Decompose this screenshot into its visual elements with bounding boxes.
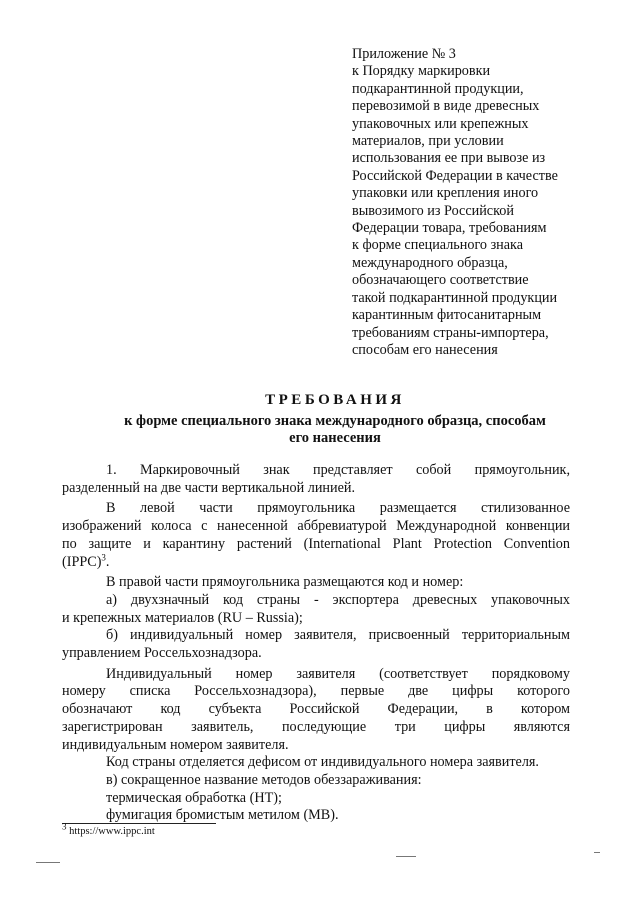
paragraph-line: по защите и карантину растений (International Plant Protection Convention xyxy=(62,535,570,552)
paragraph-line: Код страны отделяется дефисом от индивидуального номера заявителя. xyxy=(106,754,539,771)
scan-mark xyxy=(594,852,600,853)
appendix-note xyxy=(352,46,602,359)
appendix-line: требованиям страны-импортера, xyxy=(352,324,549,341)
paragraph-line: управлением Россельхознадзора. xyxy=(62,645,262,662)
paragraph-line: Индивидуальный номер заявителя (соответствует порядковому xyxy=(106,665,570,682)
paragraph-line: обозначают код субъекта Российской Федерации, в котором xyxy=(62,701,570,718)
paragraph-line: фумигация бромистым метилом (MB). xyxy=(106,807,339,824)
heading-title: ТРЕБОВАНИЯ xyxy=(265,392,405,408)
paragraph-line: индивидуальным номером заявителя. xyxy=(62,736,289,753)
paragraph-line: термическая обработка (НТ); xyxy=(106,789,282,806)
appendix-line: такой подкарантинной продукции xyxy=(352,289,558,306)
heading-subtitle xyxy=(30,413,640,447)
ippc-text: (IPPC) xyxy=(62,553,102,570)
paragraph-line: разделенный на две части вертикальной линией. xyxy=(62,479,356,496)
paragraph-line: в) сокращенное название методов обеззараживания: xyxy=(106,771,422,788)
footnote-link[interactable]: https://www.ippc.int xyxy=(66,826,155,837)
footnote-ref: 3 xyxy=(101,551,106,562)
paragraph-line: б) индивидуальный номер заявителя, присвоенный территориальным xyxy=(106,627,570,644)
appendix-line: перевозимой в виде древесных xyxy=(352,98,540,115)
appendix-line: упаковки или крепления иного xyxy=(352,185,539,202)
appendix-line: вывозимого из Российской xyxy=(352,202,514,219)
appendix-line: Федерации товара, требованиям xyxy=(352,220,547,237)
paragraph-line xyxy=(62,551,570,572)
appendix-line: упаковочных или крепежных xyxy=(352,115,529,132)
appendix-line: Приложение № 3 xyxy=(352,46,456,62)
paragraph-line: 1. Маркировочный знак представляет собой прямоугольник, xyxy=(106,462,570,478)
appendix-line: материалов, при условии xyxy=(352,133,504,150)
heading-subtitle-line: к форме специального знака международного образца, способам xyxy=(124,413,546,429)
footnote xyxy=(62,821,155,837)
paragraph-line: и крепежных материалов (RU – Russia); xyxy=(62,609,303,626)
footnote-number: 3 xyxy=(62,821,67,832)
paragraph-line: В левой части прямоугольника размещается стилизованное xyxy=(106,500,570,517)
scan-mark xyxy=(36,862,60,863)
footnote-divider xyxy=(62,823,216,824)
heading-subtitle-line: его нанесения xyxy=(289,430,381,446)
paragraph-line: номеру списка Россельхознадзора), первые две цифры которого xyxy=(62,683,570,700)
paragraph-line: изображений колоса с нанесенной аббревиатурой Международной конвенции xyxy=(62,518,570,535)
document-heading xyxy=(0,392,640,447)
period: . xyxy=(105,553,110,570)
appendix-line: карантинным фитосанитарным xyxy=(352,307,542,324)
paragraph-line: зарегистрирован заявитель, последующие три цифры являются xyxy=(62,718,570,735)
appendix-line: международного образца, xyxy=(352,254,508,271)
appendix-line: способам его нанесения xyxy=(352,341,498,358)
appendix-line: подкарантинной продукции, xyxy=(352,80,524,97)
appendix-line: к Порядку маркировки xyxy=(352,63,491,80)
document-body xyxy=(62,462,570,825)
appendix-line: к форме специального знака xyxy=(352,237,524,254)
appendix-line: обозначающего соответствие xyxy=(352,272,529,289)
scan-mark xyxy=(396,856,416,857)
paragraph-line: а) двухзначный код страны - экспортера древесных упаковочных xyxy=(106,591,570,608)
appendix-line: Российской Федерации в качестве xyxy=(352,167,558,184)
appendix-line: использования ее при вывозе из xyxy=(352,150,546,167)
paragraph-line: В правой части прямоугольника размещаются код и номер: xyxy=(106,574,464,591)
